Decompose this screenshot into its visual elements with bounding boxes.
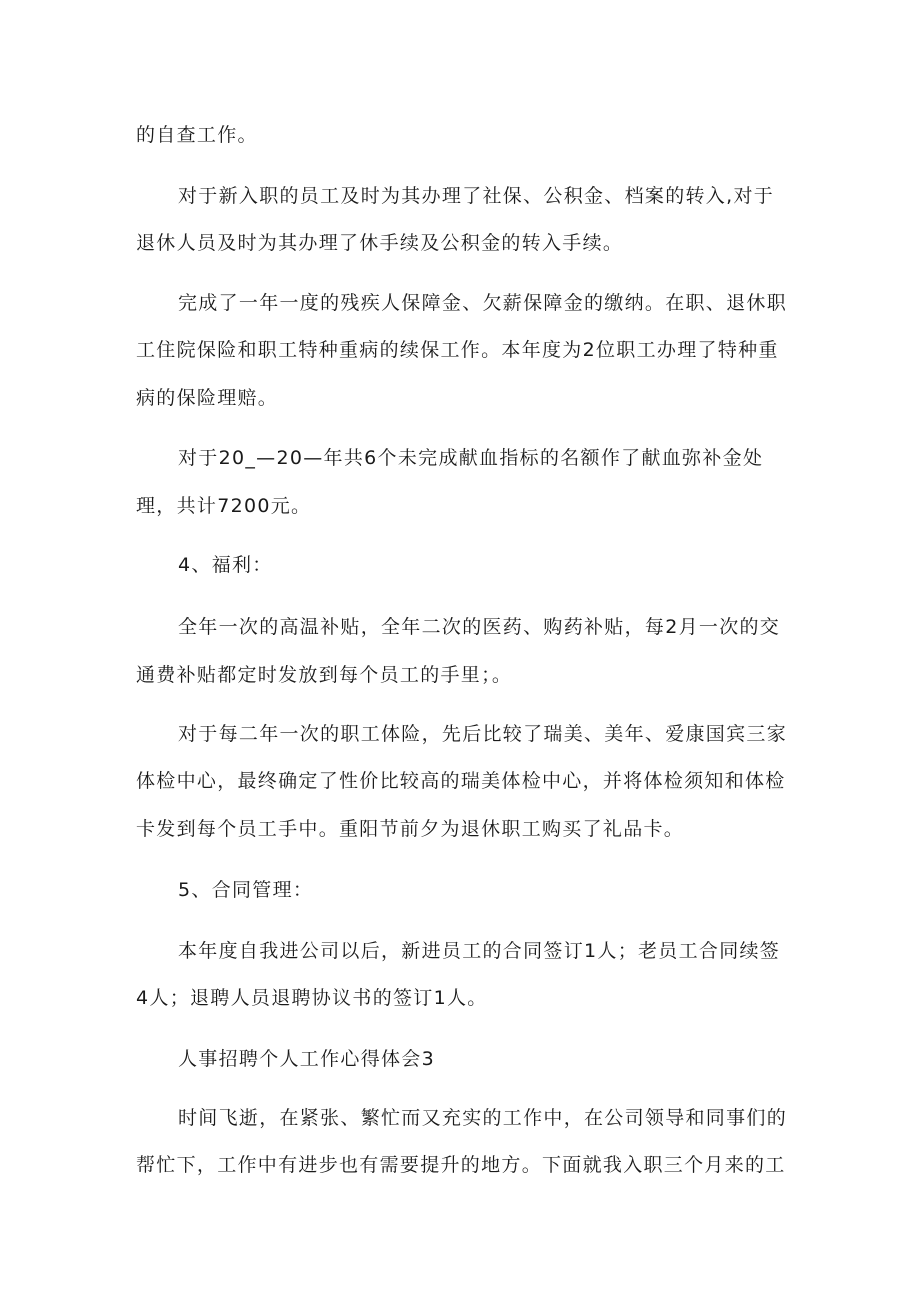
text-line: 帮忙下，工作中有进步也有需要提升的地方。下面就我入职三个月来的工 (136, 1154, 786, 1176)
text-line: 通费补贴都定时发放到每个员工的手里；。 (136, 664, 513, 686)
text-line: 全年一次的高温补贴，全年二次的医药、购药补贴，每2月一次的交 (178, 616, 781, 638)
text-line: 对于20_—20—年共6个未完成献血指标的名额作了献血弥补金处 (178, 447, 764, 469)
text-line: 4人；退聘人员退聘协议书的签订1人。 (136, 987, 488, 1009)
text-line: 卡发到每个员工手中。重阳节前夕为退休职工购买了礼品卡。 (136, 818, 685, 840)
text-line: 对于新入职的员工及时为其办理了社保、公积金、档案的转入,对于 (178, 185, 775, 207)
article-title: 人事招聘个人工作心得体会3 (178, 1048, 435, 1070)
text-line: 退休人员及时为其办理了休手续及公积金的转入手续。 (136, 232, 624, 254)
section-heading: 5、合同管理： (178, 879, 314, 901)
text-line: 本年度自我进公司以后，新进员工的合同签订1人；老员工合同续签 (178, 940, 781, 962)
text-line: 对于每二年一次的职工体险，先后比较了瑞美、美年、爱康国宾三家 (178, 723, 788, 745)
text-line: 的自查工作。 (136, 124, 258, 146)
section-heading: 4、福利： (178, 554, 273, 576)
text-line: 完成了一年一度的残疾人保障金、欠薪保障金的缴纳。在职、退休职 (178, 292, 788, 314)
text-line: 病的保险理赔。 (136, 387, 279, 409)
text-line: 理，共计7200元。 (136, 495, 312, 517)
text-line: 工住院保险和职工特种重病的续保工作。本年度为2位职工办理了特种重 (136, 339, 779, 361)
text-line: 体检中心，最终确定了性价比较高的瑞美体检中心，并将体检须知和体检 (136, 770, 786, 792)
text-line: 时间飞逝，在紧张、繁忙而又充实的工作中，在公司领导和同事们的 (178, 1107, 788, 1129)
